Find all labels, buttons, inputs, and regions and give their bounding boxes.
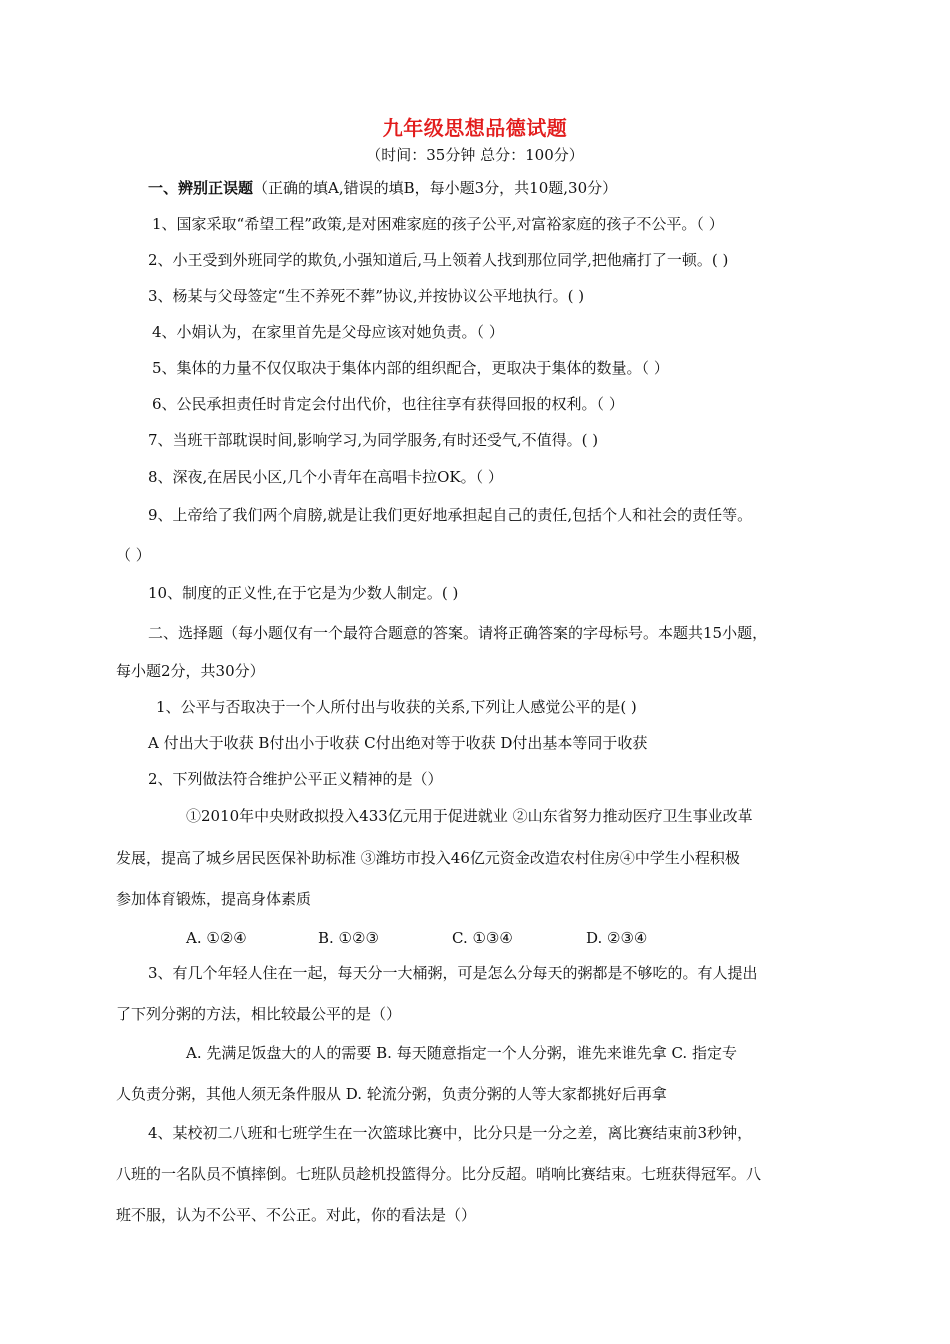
page-title: 九年级思想品德试题 <box>382 116 568 140</box>
section1-instructions: （正确的填A,错误的填B，每小题3分，共10题,30分） <box>253 179 618 197</box>
q4-stem-line-1: 4、某校初二八班和七班学生在一次篮球比赛中，比分只是一分之差，离比赛结束前3秒钟， <box>148 1124 753 1142</box>
q2-option-d: D. ②③④ <box>586 929 648 947</box>
q1-stem: 1、公平与否取决于一个人所付出与收获的关系,下列让人感觉公平的是( ) <box>156 698 637 716</box>
q3-stem-line-2: 了下列分粥的方法，相比较最公平的是（） <box>116 1005 402 1023</box>
q2-statement-line-2: 发展，提高了城乡居民医保补助标准 ③潍坊市投入46亿元资金改造农村住房④中学生小程积极 <box>116 849 740 867</box>
section2-heading-continued: 每小题2分，共30分） <box>116 662 265 680</box>
section1-question-7: 7、当班干部耽误时间,影响学习,为同学服务,有时还受气,不值得。( ) <box>148 431 599 449</box>
section1-question-10: 10、制度的正义性,在于它是为少数人制定。( ) <box>148 584 459 602</box>
q2-option-c: C. ①③④ <box>452 929 513 947</box>
q4-stem-line-3: 班不服，认为不公平、不公正。对此，你的看法是（） <box>116 1206 477 1224</box>
section1-question-5: 5、集体的力量不仅仅取决于集体内部的组织配合，更取决于集体的数量。（ ） <box>152 359 669 377</box>
section1-question-4: 4、小娟认为，在家里首先是父母应该对她负责。（ ） <box>152 323 504 341</box>
section1-header <box>148 178 617 198</box>
q2-stem: 2、下列做法符合维护公平正义精神的是（） <box>148 770 443 788</box>
section1-question-3: 3、杨某与父母签定“生不养死不葬”协议,并按协议公平地执行。( ) <box>148 287 585 305</box>
q2-statement-line-3: 参加体育锻炼，提高身体素质 <box>116 890 312 908</box>
q2-statement-line-1: ①2010年中央财政拟投入433亿元用于促进就业 ②山东省努力推动医疗卫生事业改革 <box>186 807 753 825</box>
q3-stem-line-1: 3、有几个年轻人住在一起，每天分一大桶粥，可是怎么分每天的粥都是不够吃的。有人提出 <box>148 964 758 982</box>
section1-question-9-blank: （ ） <box>116 546 151 564</box>
section1-question-6: 6、公民承担责任时肯定会付出代价，也往往享有获得回报的权利。（ ） <box>152 395 624 413</box>
q3-options-line-1: A. 先满足饭盘大的人的需要 B. 每天随意指定一个人分粥，谁先来谁先拿 C. 指定专 <box>186 1044 737 1062</box>
section1-question-2: 2、小王受到外班同学的欺负,小强知道后,马上领着人找到那位同学,把他痛打了一顿。( ) <box>148 251 729 269</box>
section2-heading: 二、选择题（每小题仅有一个最符合题意的答案。请将正确答案的字母标号。本题共15小题， <box>148 624 768 642</box>
q2-option-b: B. ①②③ <box>318 929 379 947</box>
section1-question-1: 1、国家采取“希望工程”政策,是对困难家庭的孩子公平,对富裕家庭的孩子不公平。（ ） <box>152 215 724 233</box>
q1-options: A 付出大于收获 B付出小于收获 C付出绝对等于收获 D付出基本等同于收获 <box>148 734 648 752</box>
q4-stem-line-2: 八班的一名队员不慎摔倒。七班队员趁机投篮得分。比分反超。哨响比赛结束。七班获得冠军。八 <box>116 1165 762 1183</box>
exam-time-and-score: （时间：35分钟 总分：100分） <box>366 146 584 164</box>
section1-question-9: 9、上帝给了我们两个肩膀,就是让我们更好地承担起自己的责任,包括个人和社会的责任等。 <box>148 506 753 524</box>
section1-heading: 一、辨别正误题 <box>148 179 254 197</box>
q3-options-line-2: 人负责分粥，其他人须无条件服从 D. 轮流分粥，负责分粥的人等大家都挑好后再拿 <box>116 1085 667 1103</box>
q2-option-a: A. ①②④ <box>186 929 247 947</box>
section1-question-8: 8、深夜,在居民小区,几个小青年在高唱卡拉OK。（ ） <box>148 468 503 486</box>
